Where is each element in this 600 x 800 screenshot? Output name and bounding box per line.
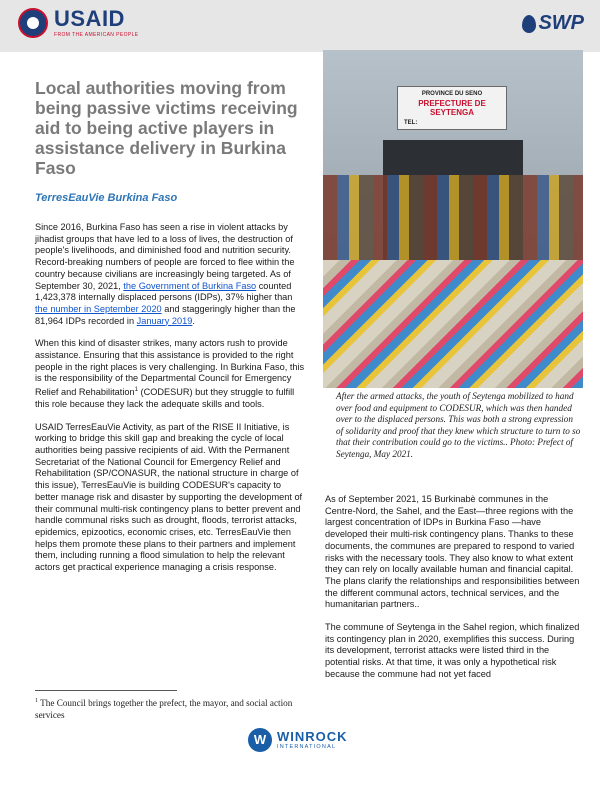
gov-burkina-faso-link[interactable]: the Government of Burkina Faso <box>123 280 257 291</box>
september-2020-link[interactable]: the number in September 2020 <box>35 303 162 314</box>
photo-caption: After the armed attacks, the youth of Seytenga mobilized to hand over food and equipment to CODESUR, which was then handed over to the displaced persons. This was both a strong expression of solidarity and proof that they knew which structure to turn to so that their contribution could go to the victims.. Photo: Prefect of Seytenga, May 2021. <box>336 391 581 459</box>
donated-supplies <box>323 260 583 388</box>
january-2019-link[interactable]: January 2019 <box>136 315 193 326</box>
footnote <box>35 696 297 721</box>
usaid-tagline: FROM THE AMERICAN PEOPLE <box>54 32 139 38</box>
paragraph-codesur <box>35 338 307 410</box>
usaid-logo <box>18 8 139 38</box>
footnote-marker: 1 <box>134 387 138 394</box>
text-span: (CODESUR) but they struggle to fulfill this role because they lack the adequate skills and tools. <box>35 387 295 409</box>
right-column <box>325 494 581 692</box>
footnote-divider <box>35 690 177 691</box>
prefecture-sign <box>397 86 507 130</box>
winrock-w-icon: W <box>248 728 272 752</box>
text-span: When this kind of disaster strikes, many actors rush to provide assistance. Ensuring that this assistance is provided to the right people in the right places is very challenging. In Burkina Faso, this is the responsibility of the Departmental Council for Emergency Relief and Rehabilitation <box>35 338 305 398</box>
paragraph-communes: As of September 2021, 15 Burkinabè communes in the Centre-Nord, the Sahel, and the East—three regions with the largest concentration of IDPs in Burkina Faso —have developed their multi-risk contingency plans. Thanks to these documents, the communes are prepared to respond to varied risks with the necessary tools. They also know to what extent they can rely on locally available human and financial capital. The plans clarify the relationships and responsibilities between the different communal actors, technical services, and the humanitarian partners.. <box>325 494 580 610</box>
paragraph-displacement <box>35 222 307 327</box>
footnote-number: 1 <box>35 698 38 704</box>
sign-province: PROVINCE DU SENO <box>421 91 483 97</box>
text-span: counted 1,423,378 internally displaced persons (IDPs), 37% higher than <box>35 280 293 303</box>
usaid-seal-icon <box>18 8 48 38</box>
page-title: Local authorities moving from being passive victims receiving aid to being active players in assistance delivery in Burkina Faso <box>35 78 298 178</box>
page-header <box>0 0 600 52</box>
winrock-logo <box>248 728 348 752</box>
left-column <box>35 222 307 585</box>
footnote-text: The Council brings together the prefect, the mayor, and social action services <box>35 698 293 720</box>
sign-tel: TEL: <box>404 120 418 126</box>
winrock-wordmark: WINROCK <box>277 729 348 744</box>
sign-prefecture: PREFECTURE DE SEYTENGA <box>418 99 486 117</box>
water-drop-icon <box>522 15 536 33</box>
paragraph-seytenga: The commune of Seytenga in the Sahel region, which finalized its contingency plan in 2020, exemplifies this success. During its development, terrorist attacks were listed third in the potential risks. At that time, it was only a hypothetical risk because the commune had not yet faced <box>325 622 580 679</box>
swp-logo <box>522 12 584 35</box>
text-span: and staggeringly higher than the 81,964 IDPs recorded in <box>35 303 296 326</box>
swp-wordmark: SWP <box>538 12 584 34</box>
usaid-wordmark: USAID <box>54 6 125 31</box>
group-of-people <box>323 175 583 265</box>
paragraph-terreseauvie: USAID TerresEauVie Activity, as part of the RISE II Initiative, is working to bridge this skill gap and breaking the cycle of local authorities being passive recipients of aid. With the Permanent Secretariat of the National Council for Emergency Relief and Rehabilitation (SP/CONASUR, the national structure in charge of this issue), TerresEauVie is building CODESUR's capacity to better manage risk and disaster by supporting the development of their communal multi-risk contingency plans to better prevent and handle communal risks such as drought, floods, terrorist attacks, epidemics, epizootics, economic crises, etc. TerresEauVie then helps them promote these plans to their partners and implement them, including running a flood simulation to help the relevant actors get practical experience managing a crisis response. <box>35 421 303 573</box>
text-span: . <box>192 315 195 326</box>
page-subtitle: TerresEauVie Burkina Faso <box>35 192 178 204</box>
text-span: Since 2016, Burkina Faso has seen a rise in violent attacks by jihadist groups that have led to a loss of lives, the destruction of people's livelihoods, and diminished food and nutrition security. Record-breaking numbers of people are forced to flee within the country because civilians are increasingly being targeted. As of September 30, 2021, <box>35 222 295 291</box>
winrock-subtitle: INTERNATIONAL <box>277 744 337 750</box>
seytenga-prefecture-photo <box>323 50 583 388</box>
